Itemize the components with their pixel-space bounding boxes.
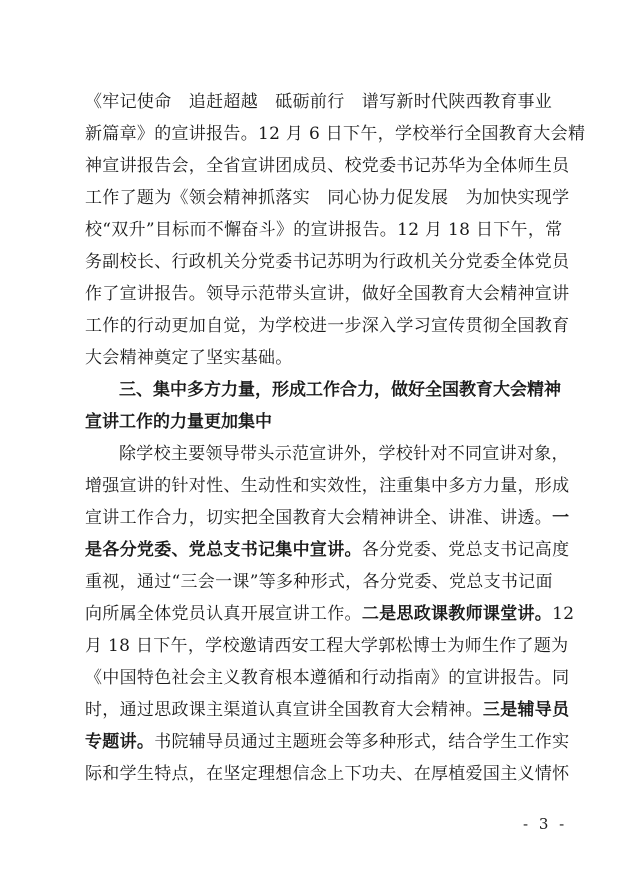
text-line: 除学校主要领导带头示范宣讲外，学校针对不同宣讲对象， — [119, 444, 569, 464]
bold-lead: 三是辅导员 — [482, 700, 570, 720]
section-heading: 三、集中多方力量，形成工作合力，做好全国教育大会精神 — [119, 380, 561, 400]
text-line: 月 18 日下午，学校邀请西安工程大学郭松博士为师生作了题为 — [85, 636, 569, 656]
text-line: 《中国特色社会主义教育根本遵循和行动指南》的宣讲报告。同 — [85, 668, 570, 688]
text-line: 作了宣讲报告。领导示范带头宣讲，做好全国教育大会精神宣讲 — [85, 284, 570, 304]
text-span: 12 — [552, 604, 575, 624]
page-number: - 3 - — [523, 815, 568, 833]
text-line — [85, 534, 570, 566]
text-span: 书院辅导员通过主题班会等多种形式，结合学生工作实 — [154, 732, 570, 752]
text-line: 校“双升”目标而不懈奋斗》的宣讲报告。12 月 18 日下午，常 — [85, 220, 563, 240]
bold-lead: 二是思政课教师课堂讲。 — [361, 604, 553, 624]
text-line: 《牢记使命 追赶超越 砥砺前行 谱写新时代陕西教育事业 — [85, 92, 553, 112]
paragraph-1 — [85, 86, 586, 374]
section-heading-continued: 宣讲工作的力量更加集中 — [85, 412, 272, 432]
bold-lead: 专题讲。 — [85, 732, 155, 752]
text-line — [85, 726, 570, 758]
text-line — [85, 598, 575, 630]
text-line: 务副校长、行政机关分党委书记苏明为行政机关分党委全体党员 — [85, 252, 570, 272]
text-line: 工作了题为《领会精神抓落实 同心协力促发展 为加快实现学 — [85, 188, 570, 208]
text-line: 新篇章》的宣讲报告。12 月 6 日下午，学校举行全国教育大会精 — [85, 124, 586, 144]
text-line: 神宣讲报告会，全省宣讲团成员、校党委书记苏华为全体师生员 — [85, 156, 570, 176]
bold-lead: 一 — [552, 508, 570, 528]
text-line — [85, 502, 570, 534]
document-body — [85, 86, 586, 790]
section-3 — [85, 374, 575, 790]
text-span: 各分党委、党总支书记高度 — [361, 540, 570, 560]
text-span: 宣讲工作合力，切实把全国教育大会精神讲全、讲准、讲透。 — [85, 508, 553, 528]
text-line — [85, 694, 570, 726]
text-line: 工作的行动更加自觉，为学校进一步深入学习宣传贯彻全国教育 — [85, 316, 570, 336]
text-line: 重视，通过“三会一课”等多种形式，各分党委、党总支书记面 — [85, 572, 553, 592]
bold-lead: 是各分党委、党总支书记集中宣讲。 — [85, 540, 362, 560]
text-span: 时，通过思政课主渠道认真宣讲全国教育大会精神。 — [85, 700, 483, 720]
text-line: 增强宣讲的针对性、生动性和实效性，注重集中多方力量，形成 — [85, 476, 570, 496]
text-line: 大会精神奠定了坚实基础。 — [85, 348, 293, 368]
text-span: 向所属全体党员认真开展宣讲工作。 — [85, 604, 362, 624]
text-line: 际和学生特点，在坚定理想信念上下功夫、在厚植爱国主义情怀 — [85, 764, 570, 784]
